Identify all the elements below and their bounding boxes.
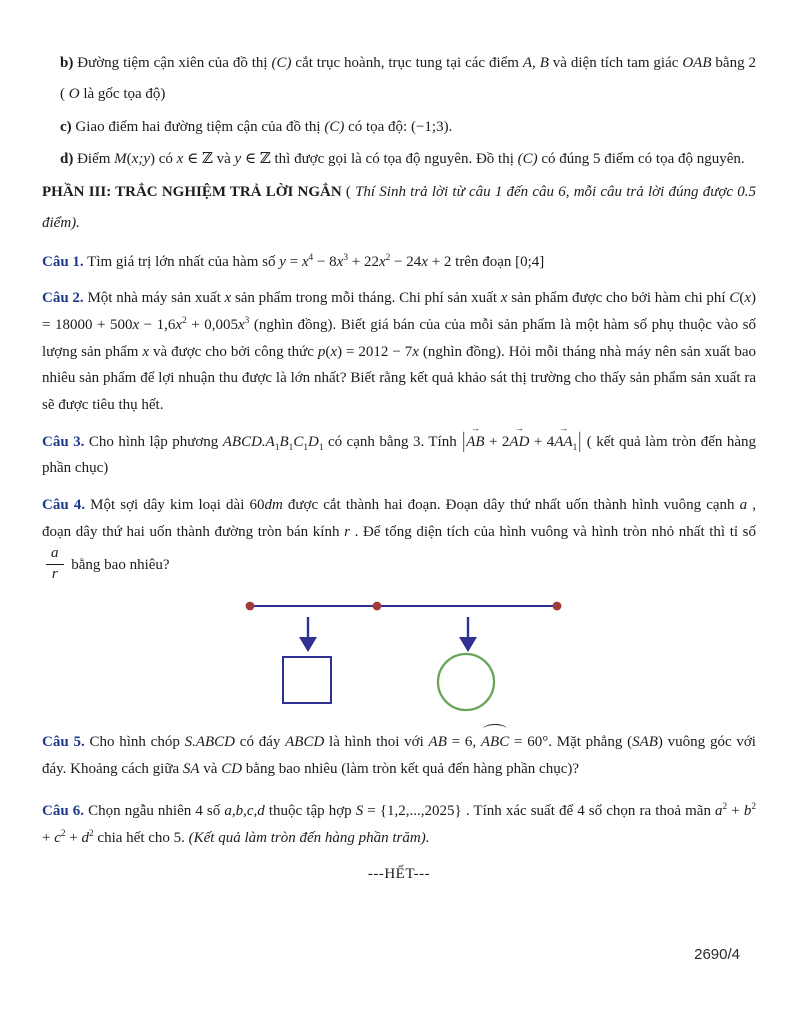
text-run: |	[462, 429, 466, 454]
wire-endpoint-left-dot	[246, 601, 255, 610]
statement-item-b	[42, 48, 756, 110]
text-run: Cho hình lập phương	[84, 433, 223, 450]
text-run: Chọn ngẫu nhiên 4 số	[84, 803, 225, 820]
question-cau-4	[42, 492, 756, 587]
text-run: 2	[385, 252, 391, 263]
statement-item-c	[42, 112, 756, 143]
text-run: +	[42, 829, 55, 846]
text-run: được cắt thành hai đoạn. Đoạn dây thứ nhất uốn thành hình vuông cạnh	[282, 497, 740, 513]
text-run: d	[81, 829, 90, 846]
text-run: − 1,6	[139, 316, 176, 333]
text-run: ) có	[149, 151, 177, 168]
text-run: , đoạn dây thứ hai uốn thành đường tròn bán kính	[42, 497, 757, 540]
text-run: + 2 trên đoạn [0;4]	[427, 253, 545, 270]
wire-endpoint-right-dot	[553, 601, 562, 610]
text-run: M	[114, 151, 127, 168]
circle-shape	[438, 654, 494, 710]
text-run: 1	[318, 442, 324, 453]
text-run: Câu 1.	[42, 253, 84, 270]
text-run: chia hết cho 5.	[93, 829, 189, 846]
text-run: → AA	[554, 429, 572, 456]
text-run: (C)	[324, 118, 345, 135]
text-run: + 2	[484, 433, 510, 450]
text-run: ) = 18000 + 500	[42, 290, 757, 333]
text-run: dm	[264, 497, 283, 513]
text-run: Thí Sinh trả lời từ câu 1 đến câu 6, mỗi câu trả lời đúng được 0.5 điểm).	[42, 184, 756, 231]
text-run: (Kết quả làm tròn đến hàng phần trăm).	[188, 829, 430, 846]
figure-wire-cut-diagram	[208, 593, 756, 721]
text-run: Đường tiệm cận xiên của đồ thị	[73, 55, 272, 71]
text-run: 2	[751, 802, 756, 813]
text-run: bằng 2 (	[60, 55, 756, 102]
text-run: cắt trục hoành, trục tung tại các điểm	[291, 55, 523, 71]
text-run: B	[279, 433, 289, 450]
text-run: + 0,005	[186, 316, 238, 333]
statement-item-d	[42, 144, 756, 175]
text-run: 1	[288, 442, 294, 453]
text-run: x;y	[131, 151, 150, 168]
text-run: x	[237, 316, 245, 333]
text-run: a,b,c,d	[224, 803, 265, 820]
text-run: Cho hình chóp	[84, 733, 185, 750]
text-run: ABC	[481, 729, 509, 756]
text-run: x	[142, 343, 150, 360]
text-run: C	[293, 433, 304, 450]
text-run: Câu 6.	[42, 803, 85, 820]
text-run: là hình thoi với	[324, 733, 429, 750]
question-cau-1	[42, 249, 756, 276]
section-header-part-iii	[42, 177, 756, 239]
text-run: bằng bao nhiêu?	[67, 557, 170, 574]
page-number: 2690/4	[694, 946, 740, 963]
text-run: Tìm giá trị lớn nhất của hàm số	[83, 253, 280, 270]
text-run: → AB	[466, 429, 484, 456]
text-run: b	[743, 803, 752, 820]
text-run: Câu 4.	[42, 497, 86, 513]
text-run: A, B	[522, 55, 549, 71]
text-run: Câu 5.	[42, 733, 85, 750]
text-run: c)	[60, 118, 72, 135]
text-run: (	[126, 151, 132, 168]
question-cau-5	[42, 729, 756, 782]
text-run: 2	[182, 315, 187, 326]
text-run: ABCD.A	[222, 433, 275, 450]
text-run: SA	[182, 760, 200, 777]
text-run: và được cho bởi công thức	[149, 343, 318, 360]
text-run: = {1,2,...,2025} . Tính xác suất để 4 số chọn ra thoả mãn	[363, 803, 716, 820]
text-run: =	[285, 253, 302, 270]
text-run: 1	[274, 442, 280, 453]
text-run: và diện tích tam giác	[548, 55, 683, 71]
text-run: có cạnh bằng 3. Tính	[323, 433, 462, 450]
text-run: PHẦN III: TRẮC NGHIỆM TRẢ LỜI NGẮN	[42, 184, 342, 200]
text-run: 4	[308, 252, 314, 263]
text-run: (	[325, 343, 331, 360]
text-run: (nghìn đồng). Biết giá bán của của mỗi sản phẩm là một hàm số phụ thuộc vào số lượng sản phẩm	[42, 316, 756, 360]
text-run: ∈ ℤ và	[183, 151, 235, 168]
text-run: S	[355, 803, 364, 820]
text-run: ) vuông góc với đáy. Khoảng cách giữa	[42, 733, 756, 777]
text-run: c	[54, 829, 61, 846]
text-run: 3	[244, 315, 250, 326]
text-run: 2	[722, 802, 728, 813]
text-run: ) = 2012 − 7	[337, 343, 413, 360]
text-run: x	[421, 253, 428, 270]
text-run: d)	[60, 151, 74, 168]
text-run: x	[500, 290, 508, 307]
down-arrow-right-head-icon	[459, 637, 477, 652]
text-run: = 60°. Mặt phẳng (	[509, 733, 633, 750]
text-run: x	[224, 290, 232, 307]
text-run: AB	[428, 733, 447, 750]
text-run: y	[234, 151, 242, 168]
text-run: (	[341, 184, 356, 200]
text-run: là gốc tọa độ)	[79, 85, 166, 102]
text-run: + 4	[529, 433, 555, 450]
text-run: a	[739, 497, 748, 513]
text-run: D	[307, 433, 319, 450]
text-run: có đáy	[235, 733, 286, 750]
text-run: và	[199, 760, 222, 777]
text-run: → AD	[509, 429, 529, 456]
text-run: 2	[60, 828, 66, 839]
text-run: − 8	[313, 253, 337, 270]
text-run: − 24	[390, 253, 422, 270]
text-run: Một nhà máy sản xuất	[83, 290, 225, 307]
text-run: +	[727, 803, 744, 820]
text-run: 2	[89, 828, 94, 839]
text-run: x	[132, 316, 140, 333]
text-run: r	[344, 523, 350, 540]
text-run: ( kết quả làm tròn đến hàng phần chục)	[42, 433, 756, 477]
text-run: (C)	[517, 151, 538, 168]
text-run: ∈ ℤ thì được gọi là có tọa độ nguyên. Đồ thị	[241, 151, 518, 168]
text-run: + 22	[348, 253, 379, 270]
text-run: x	[176, 151, 184, 168]
text-run: có tọa độ: (−1;3).	[344, 118, 453, 135]
end-marker: ---HẾT---	[367, 865, 431, 882]
text-run: 3	[343, 252, 348, 263]
text-run: Câu 2.	[42, 290, 84, 307]
text-run: S.ABCD	[184, 733, 236, 750]
text-run: x	[175, 316, 183, 333]
text-run: x	[330, 343, 338, 360]
text-run: bằng bao nhiêu (làm tròn kết quả đến hàng phần chục)?	[242, 760, 580, 777]
text-run: Câu 3.	[42, 433, 85, 450]
text-run: Điểm	[73, 151, 115, 168]
text-run: SAB	[632, 733, 658, 750]
text-run: ABCD	[285, 733, 325, 750]
text-run: 1	[572, 442, 578, 453]
wire-cut-diagram-svg	[208, 593, 568, 721]
text-run: CD	[221, 760, 243, 777]
text-run: +	[65, 829, 82, 846]
fraction: $\frac{a}{r}$	[46, 545, 64, 583]
text-run: b)	[60, 55, 74, 71]
text-run: = 6,	[446, 733, 481, 750]
text-run: |	[578, 429, 582, 454]
text-run: x	[412, 343, 419, 360]
text-run: a	[715, 803, 723, 820]
question-cau-6	[42, 798, 756, 851]
text-run: 1	[303, 442, 308, 453]
text-run: x	[301, 253, 309, 270]
text-run: Giao điểm hai đường tiệm cận của đồ thị	[71, 118, 325, 135]
text-run: p	[317, 343, 326, 360]
question-cau-2	[42, 285, 756, 418]
text-run: thuộc tập hợp	[264, 803, 356, 820]
text-run: . Để tổng diện tích của hình vuông và hình tròn nhỏ nhất thì tỉ số	[349, 523, 756, 540]
wire-cut-point-dot	[373, 601, 382, 610]
text-run: (	[739, 290, 745, 307]
text-run: x	[336, 253, 344, 270]
text-run: Một sợi dây kim loại dài 60	[85, 497, 265, 513]
down-arrow-left-head-icon	[299, 637, 317, 652]
text-run: có đúng 5 điểm có tọa độ nguyên.	[537, 151, 745, 168]
text-run: OAB	[682, 55, 712, 71]
text-run: x	[378, 253, 386, 270]
text-run: y	[279, 253, 286, 270]
text-run: O	[68, 85, 80, 102]
text-run: (nghìn đồng). Hỏi mỗi tháng nhà máy nên sản xuất bao nhiêu sản phẩm để lợi nhuận thu được là lớn nhất? Biết rằng kết quả khảo sát thị trường cho thấy sản phẩm sản xuất ra sẽ được tiêu thụ hết.	[42, 343, 757, 413]
text-run: (C)	[271, 55, 292, 71]
text-run: sản phẩm được cho bởi hàm chi phí	[507, 290, 730, 307]
square-shape	[283, 657, 331, 703]
text-run: C	[729, 290, 740, 307]
text-run: sản phẩm trong mỗi tháng. Chi phí sản xuất	[231, 290, 501, 307]
question-cau-3	[42, 429, 756, 482]
text-run: x	[744, 290, 752, 307]
